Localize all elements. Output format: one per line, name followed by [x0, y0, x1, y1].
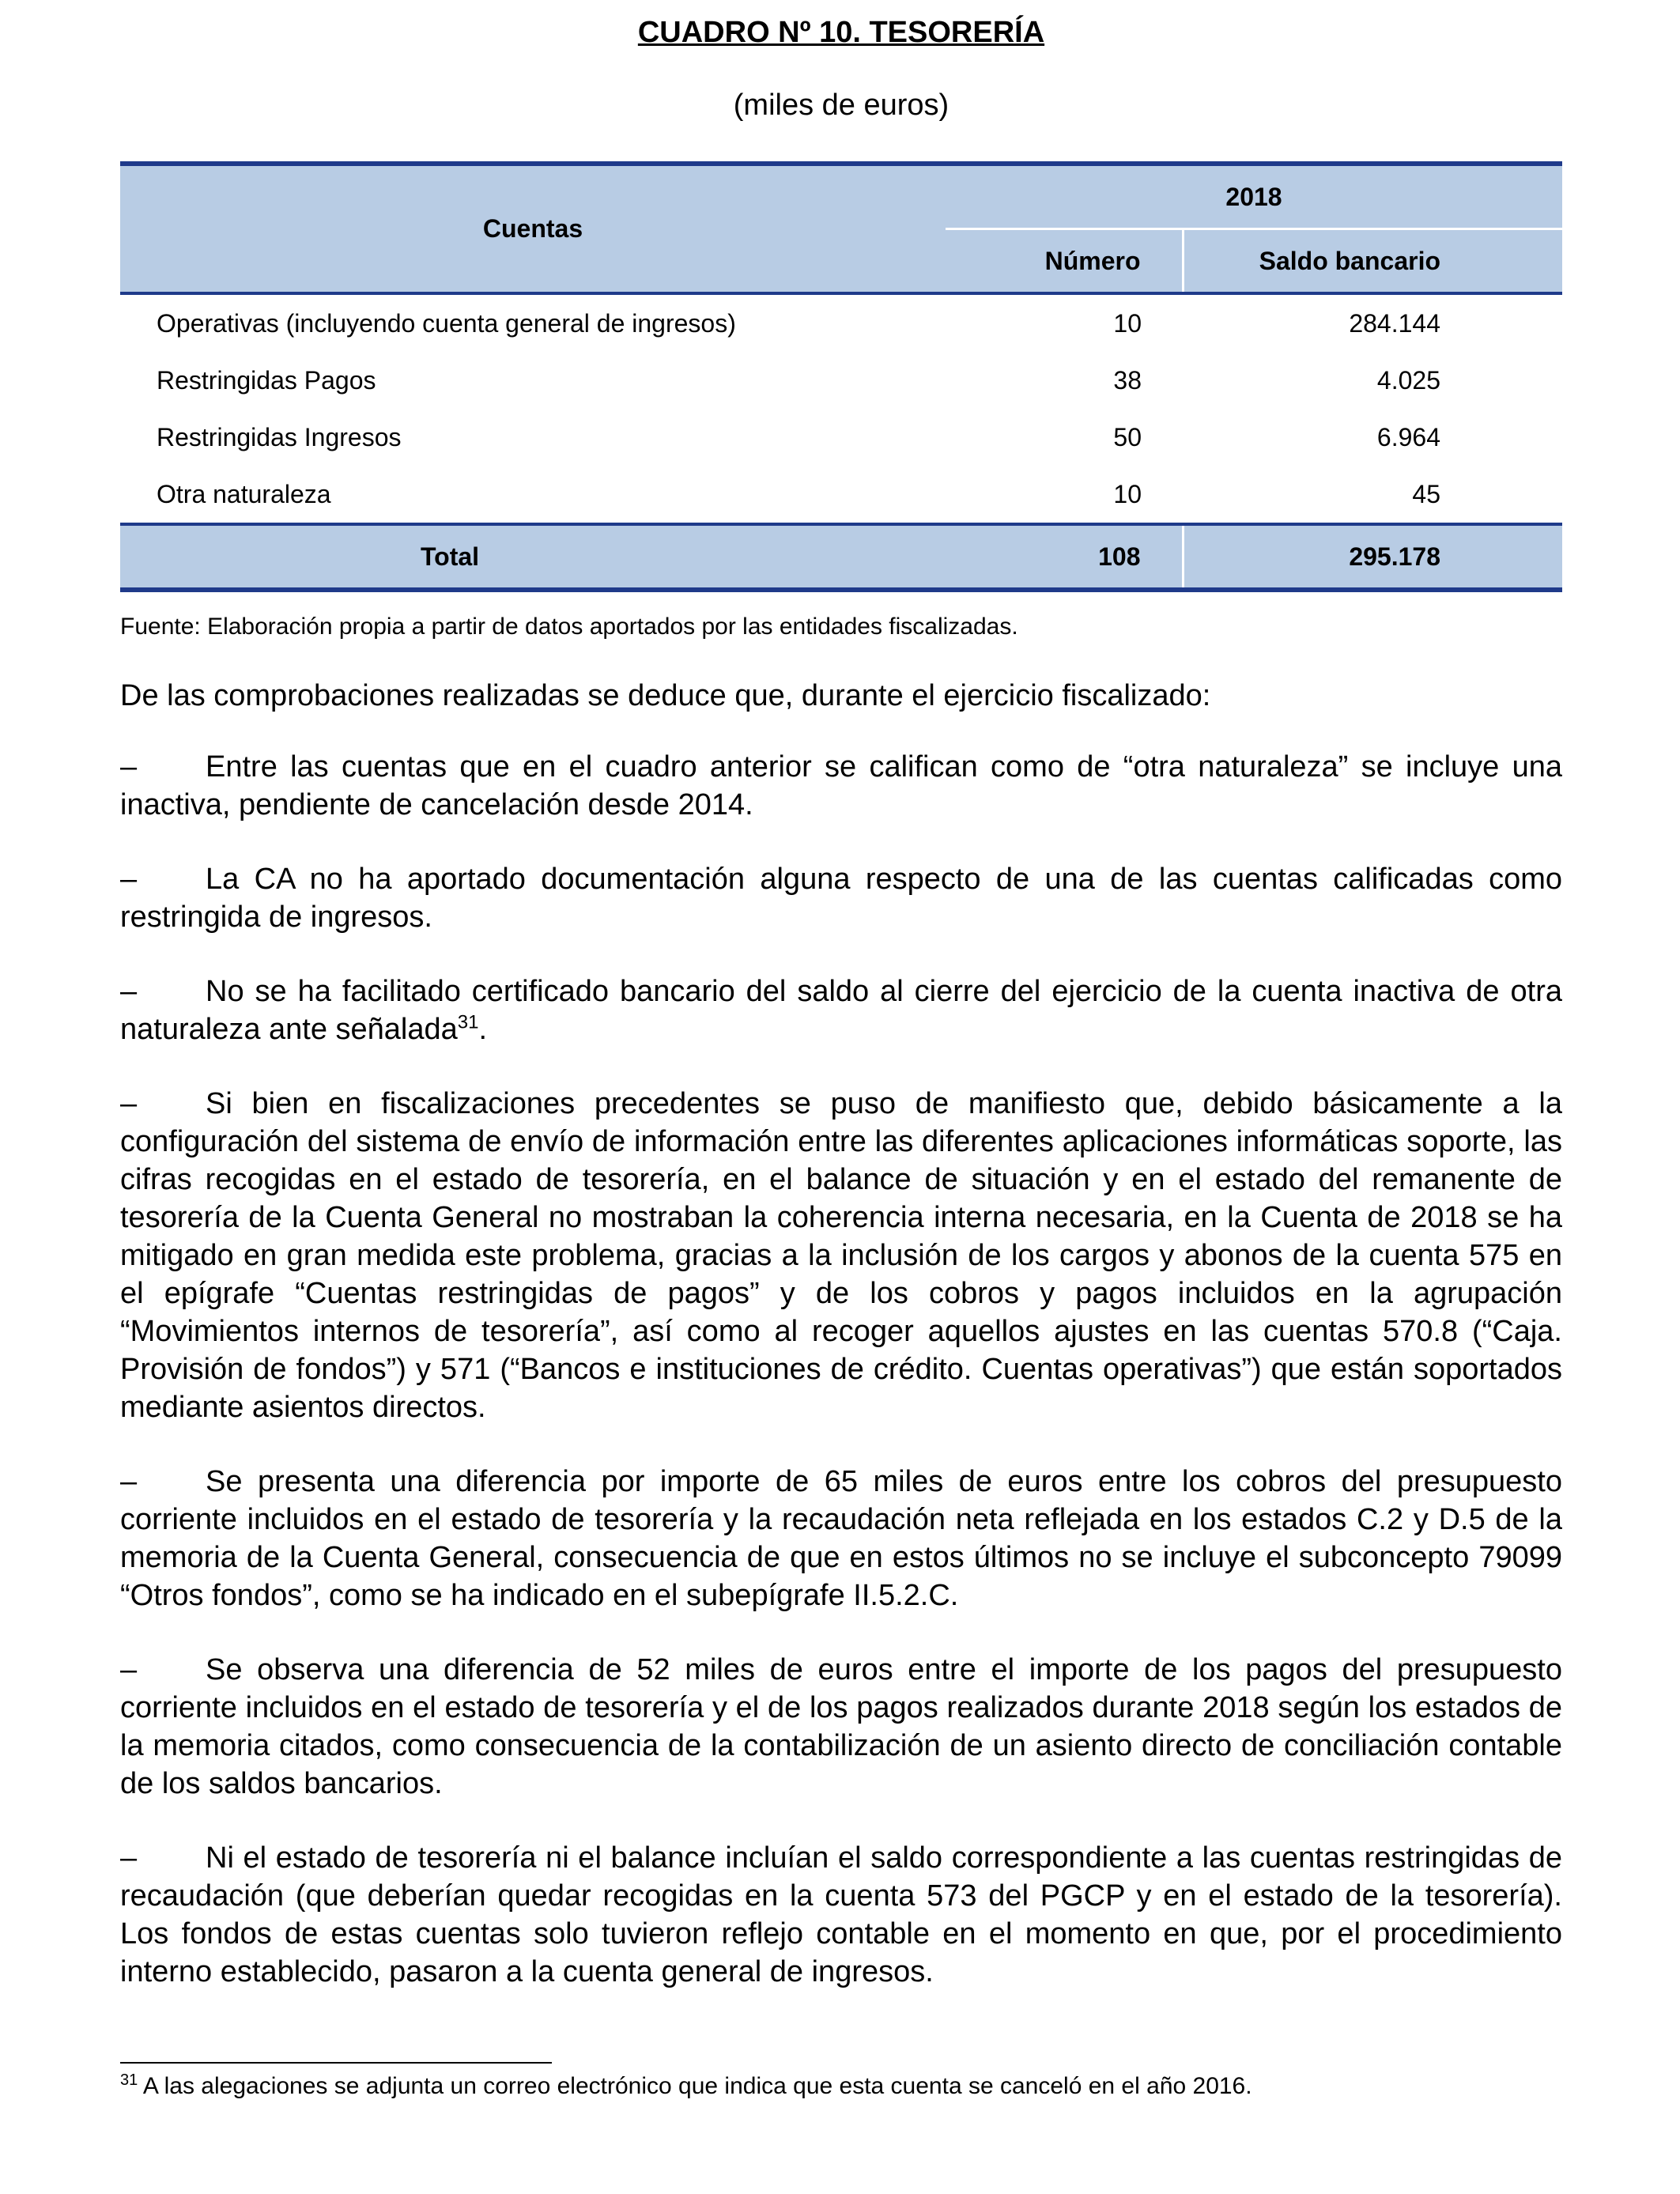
bullet-paragraph	[120, 972, 1562, 1048]
bullet-paragraph	[120, 1839, 1562, 1991]
row-numero: 50	[1113, 422, 1142, 451]
footnote	[120, 2073, 1252, 2100]
total-numero: 108	[946, 524, 1183, 590]
row-name: Restringidas Pagos	[157, 365, 376, 395]
dash-bullet: –	[120, 1465, 138, 1498]
table-row	[120, 352, 1562, 409]
page-title: CUADRO Nº 10. TESORERÍA	[637, 16, 1045, 49]
bullet-paragraph	[120, 1651, 1562, 1803]
treasury-table	[120, 161, 1562, 592]
bullet-paragraph	[120, 1463, 1562, 1614]
footnote-text: A las alegaciones se adjunta un correo electrónico que indica que esta cuenta se canceló en el año 2016.	[138, 2073, 1252, 2099]
body-text	[120, 677, 1562, 2027]
table-row	[120, 409, 1562, 466]
header-year: 2018	[946, 164, 1562, 229]
bullet-paragraph	[120, 1085, 1562, 1426]
table-source: Fuente: Elaboración propia a partir de datos aportados por las entidades fiscalizadas.	[120, 614, 1018, 640]
bullet-text: Se observa una diferencia de 52 miles de euros entre el importe de los pagos del presupuesto corriente incluidos en el estado de tesorería y el de los pagos realizados durante 2018 según los estados de la memoria citados, como consecuencia de la contabilización de un asiento directo de conciliación contable de los saldos bancarios.	[120, 1653, 1562, 1800]
row-saldo: 284.144	[1349, 308, 1440, 338]
row-saldo: 45	[1412, 479, 1440, 508]
page-subtitle: (miles de euros)	[733, 89, 949, 122]
bullet-text: Si bien en fiscalizaciones precedentes se puso de manifiesto que, debido básicamente a la configuración del sistema de envío de información entre las diferentes aplicaciones informáticas soporte, las cifras recogidas en el estado de tesorería, en el balance de situación y en el estado del remanente de tesorería de la Cuenta General no mostraban la coherencia interna necesaria, en la Cuenta de 2018 se ha mitigado en gran medida este problema, gracias a la inclusión de los cargos y abonos de la cuenta 575 en el epígrafe “Cuentas restringidas de pagos” y de los cobros y pagos incluidos en la agrupación “Movimientos internos de tesorería”, así como al recoger aquellos ajustes en las cuentas 570.8 (“Caja. Provisión de fondos”) y 571 (“Bancos e instituciones de crédito. Cuentas operativas”) que están soportados mediante asientos directos.	[120, 1087, 1562, 1424]
total-saldo: 295.178	[1183, 524, 1562, 590]
footnote-reference[interactable]: 31	[457, 1011, 479, 1033]
bullet-text: Ni el estado de tesorería ni el balance incluían el saldo correspondiente a las cuentas restringidas de recaudación (que deberían quedar recogidas en la cuenta 573 del PGCP y en el estado de la tesorería). Los fondos de estas cuentas solo tuvieron reflejo contable en el momento en que, por el procedimiento interno establecido, pasaron a la cuenta general de ingresos.	[120, 1841, 1562, 1988]
table-total-row	[120, 524, 1562, 590]
bullet-paragraph	[120, 860, 1562, 936]
dash-bullet: –	[120, 1653, 138, 1686]
row-name: Restringidas Ingresos	[157, 422, 402, 451]
dash-bullet: –	[120, 1087, 138, 1120]
row-saldo: 4.025	[1376, 365, 1440, 395]
bullet-text: La CA no ha aportado documentación alguna respecto de una de las cuentas calificadas como restringida de ingresos.	[120, 863, 1562, 934]
treasury-table-wrapper	[120, 161, 1562, 592]
header-saldo: Saldo bancario	[1183, 229, 1562, 294]
footnote-divider	[120, 2062, 552, 2064]
header-numero: Número	[946, 229, 1183, 294]
bullet-text: No se ha facilitado certificado bancario del saldo al cierre del ejercicio de la cuenta inactiva de otra naturaleza ante señalada	[120, 975, 1562, 1046]
bullet-text: Se presenta una diferencia por importe de 65 miles de euros entre los cobros del presupuesto corriente incluidos en el estado de tesorería y la recaudación neta reflejada en los estados C.2 y D.5 de la memoria de la Cuenta General, consecuencia de que en estos últimos no se incluye el subconcepto 79099 “Otros fondos”, como se ha indicado en el subepígrafe II.5.2.C.	[120, 1465, 1562, 1612]
bullet-text-end: .	[478, 1013, 488, 1046]
bullet-text: Entre las cuentas que en el cuadro anterior se califican como de “otra naturaleza” se incluye una inactiva, pendiente de cancelación desde 2014.	[120, 750, 1562, 821]
total-label: Total	[120, 524, 946, 590]
bullet-paragraph	[120, 748, 1562, 824]
row-name: Operativas (incluyendo cuenta general de ingresos)	[157, 308, 736, 338]
footnote-number: 31	[120, 2071, 138, 2089]
dash-bullet: –	[120, 1841, 138, 1875]
row-saldo: 6.964	[1376, 422, 1440, 451]
row-numero: 10	[1113, 479, 1142, 508]
row-name: Otra naturaleza	[157, 479, 331, 508]
row-numero: 10	[1113, 308, 1142, 338]
dash-bullet: –	[120, 863, 138, 896]
dash-bullet: –	[120, 975, 138, 1008]
intro-paragraph: De las comprobaciones realizadas se deduce que, durante el ejercicio fiscalizado:	[120, 679, 1211, 712]
table-row	[120, 466, 1562, 524]
dash-bullet: –	[120, 750, 138, 784]
header-cuentas: Cuentas	[120, 164, 946, 293]
table-row	[120, 293, 1562, 352]
row-numero: 38	[1113, 365, 1142, 395]
